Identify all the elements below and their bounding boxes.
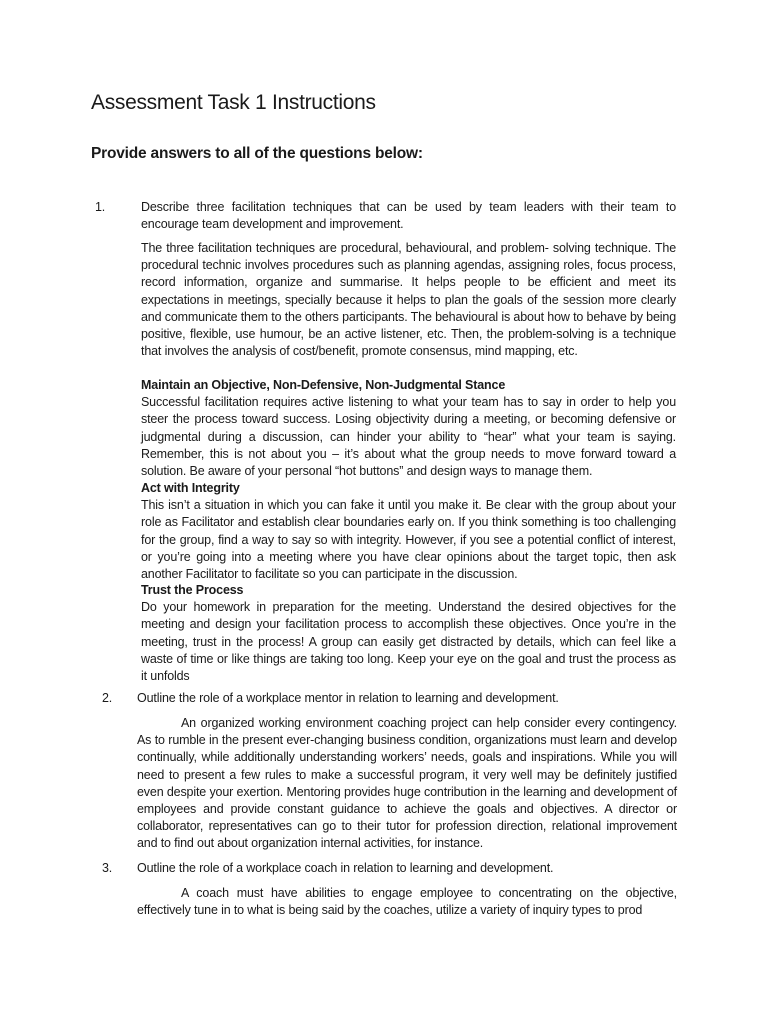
question-number: 2.: [102, 691, 113, 705]
answer-section: [141, 377, 676, 480]
question-number: 1.: [95, 200, 106, 214]
document-title: Assessment Task 1 Instructions: [91, 91, 376, 114]
section-heading: Trust the Process: [141, 583, 244, 597]
question-number: 3.: [102, 861, 113, 875]
answer-section: [141, 480, 676, 583]
section-heading: Act with Integrity: [141, 481, 240, 495]
answer-text: An organized working environment coaching project can help consider every contingency. As to rumble in the present ever-changing business condition, organizations must learn and develop continually, while additionally understanding workers’ needs, goals and inspirations. While you will need to present a few rules to make a successful program, it very well may be definitely justified even despite your exertion. Mentoring provides huge contribution in the learning and development of employees and provide constant guidance to achieve the goals and objectives. A director or collaborator, representatives can go to their tutor for profession direction, relational improvement and to find out about organization internal activities, for instance.: [137, 716, 677, 851]
question-text: Describe three facilitation techniques that can be used by team leaders with their team to encourage team development and improvement.: [141, 200, 676, 232]
section-text: Successful facilitation requires active listening to what your team has to say in order to help you steer the process toward success. Losing objectivity during a meeting, or becoming defensive or judgmental during a discussion, can hinder your ability to “hear” what your team is saying. Remember, this is not about you – it’s about what the group needs to move forward toward a solution. Be aware of your personal “hot buttons” and design ways to manage them.: [141, 395, 676, 479]
answer-paragraph: [137, 715, 677, 853]
answer-text: A coach must have abilities to engage employee to concentrating on the objective, effectively tune in to what is being said by the coaches, utilize a variety of inquiry types to prod: [137, 886, 677, 918]
question-text: Outline the role of a workplace coach in relation to learning and development.: [137, 861, 554, 875]
section-text: Do your homework in preparation for the meeting. Understand the desired objectives for the meeting and design your facilitation process to accomplish these objectives. Once you’re in the meeting, trust in the process! A group can easily get distracted by details, which can feel like a waste of time or like things are taking too long. Keep your eye on the goal and trust the process as it unfolds: [141, 600, 676, 684]
section-heading: Maintain an Objective, Non-Defensive, Non-Judgmental Stance: [141, 378, 506, 392]
document-subtitle: Provide answers to all of the questions below:: [91, 145, 423, 162]
answer-paragraph: [137, 885, 677, 919]
answer-section: [141, 582, 676, 685]
question-text: Outline the role of a workplace mentor in relation to learning and development.: [137, 691, 559, 705]
answer-paragraph: The three facilitation techniques are procedural, behavioural, and problem- solving technique. The procedural technic involves procedures such as planning agendas, assigning roles, focus process, record information, organize and summarise. It helps people to be efficient and meet its expectations in meetings, specially because it helps to plan the goals of the session more clearly and communicate them to the others participants. The behavioural is about how to behave by being positive, flexible, use humour, be an active listener, etc. Then, the problem-solving is a technique that involves the analysis of cost/benefit, promote consensus, mind mapping, etc.: [141, 241, 677, 359]
section-text: This isn’t a situation in which you can fake it until you make it. Be clear with the group about your role as Facilitator and establish clear boundaries early on. If you think something is too challenging for the group, find a way to say so with integrity. However, if you see a potential conflict of interest, or you’re going into a meeting where you have clear opinions about the target topic, then ask another Facilitator to facilitate so you can participate in the discussion.: [141, 498, 676, 582]
